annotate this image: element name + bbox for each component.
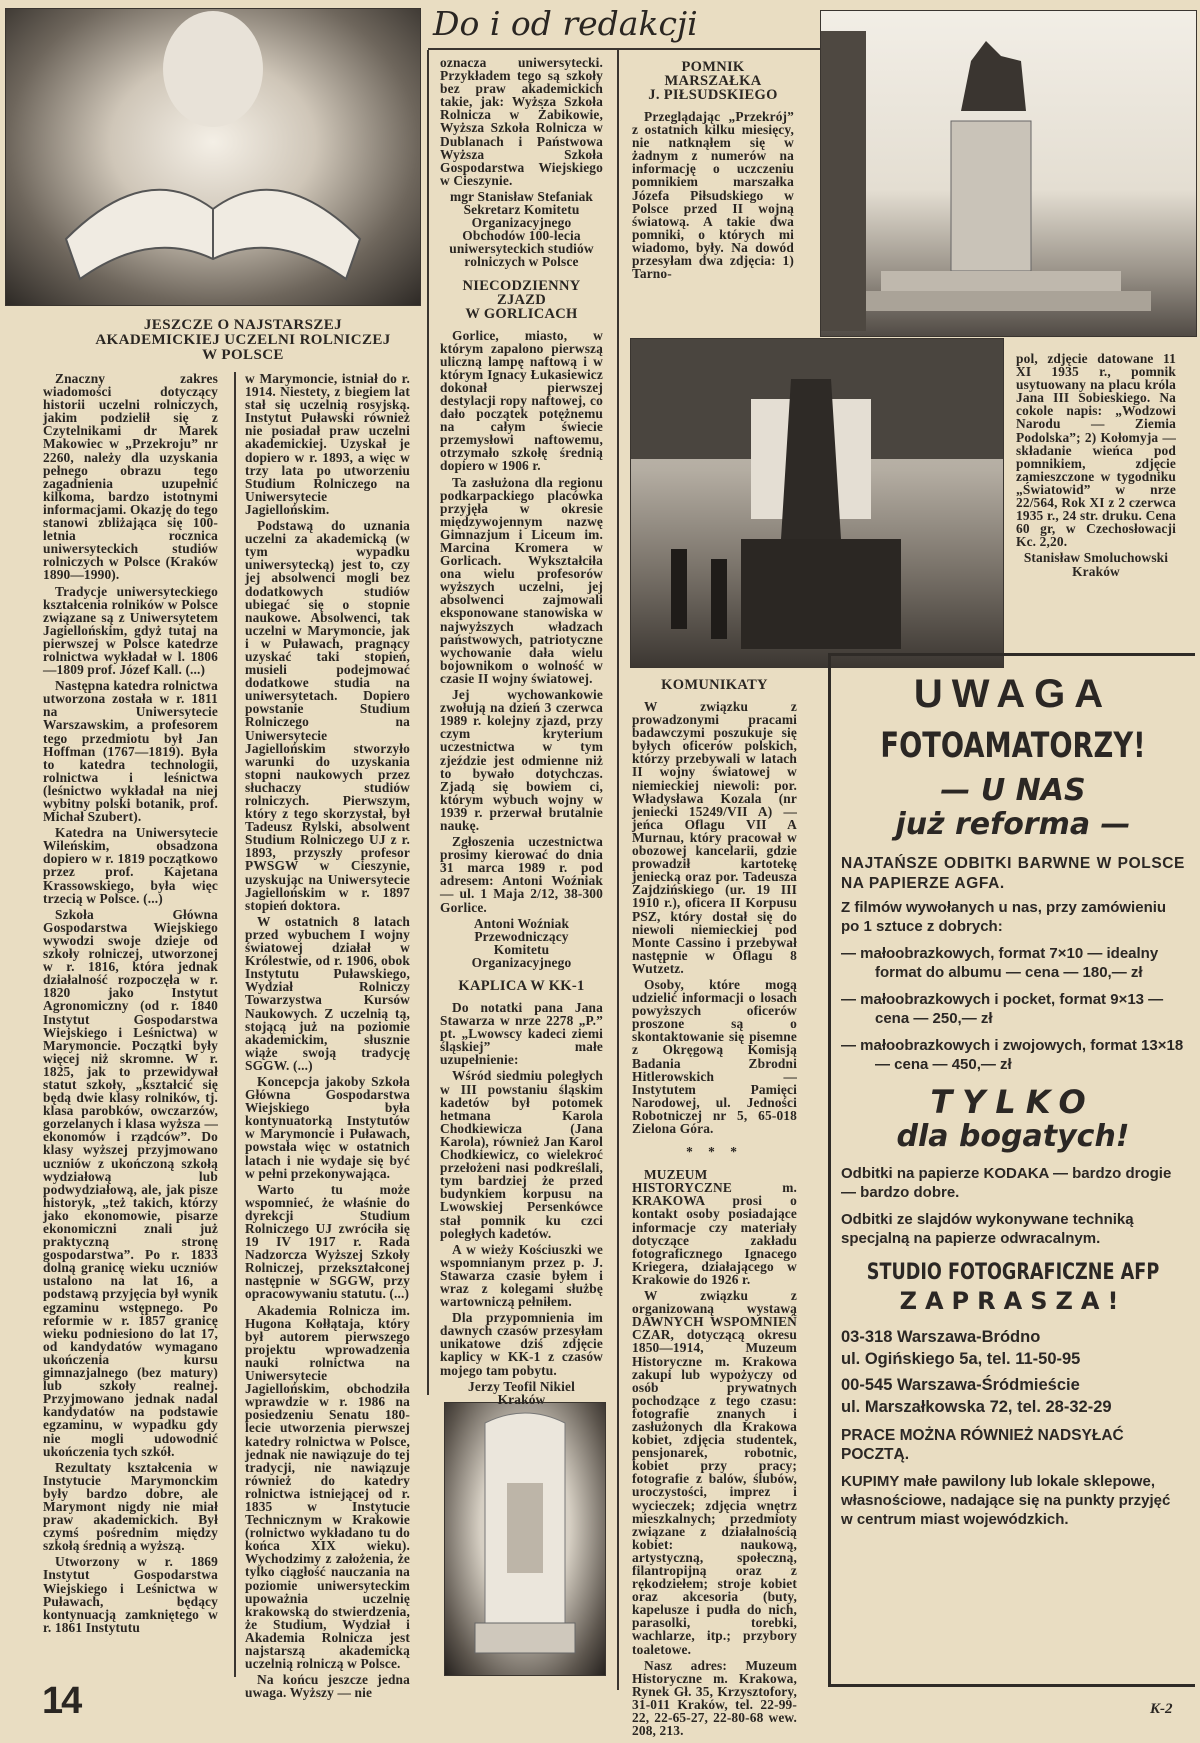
author-signature: Jerzy Teofil Nikiel Kraków — [468, 1378, 575, 1407]
ad-address-line: ul. Ogińskiego 5a, tel. 11-50-95 — [841, 1350, 1081, 1368]
photo-studio-advertisement — [828, 653, 1195, 1687]
letter-pilsudski-continued — [1016, 352, 1176, 642]
paragraph: pol, zdjęcie datowane 11 XI 1935 r., pomnik usytuowany na placu króla Jana III Sobieskiego. Na cokole napis: „Wodzowi Narodu — Ziemia Podolska”; 2) Kołomyja — składanie wieńca pod pomnikiem, zdjęcie zamieszczone w tygodniku „Światowid” w nrze 22/564, Rok XI z 2 czerwca 1935 r., 24 str. druku. Cena 60 gr, w Czechosłowacji Kc. 2,20. — [1016, 351, 1176, 550]
paragraph: A w wieży Kościuszki we wspomnianym przez p. J. Stawarza czasie byłem i wraz z kolegami służbę wartowniczą pełniłem. — [440, 1241, 603, 1310]
paragraph: Jej wychowankowie zwołują na dzień 3 czerwca 1989 r. kolejny zjazd, przy czym kryterium uczestnictwa w tym zjeździe jest odmienne niż to bywało dotychczas. Zjadą się bowiem ci, którym wybuch wojny w 1939 r. przerwał brutalnie naukę. — [440, 687, 603, 833]
masthead-rule — [428, 48, 820, 50]
ad-address-line: 03-318 Warszawa-Bródno — [841, 1328, 1041, 1346]
announcements-column — [632, 670, 797, 1739]
chapel-altar-photo — [444, 1402, 606, 1676]
paragraph: Przeglądając „Przekrój” z ostatnich kilku miesięcy, nie natknąłem się w żadnym z numerów na informację o uczczeniu pomnikiem marszałka Józefa Piłsudskiego w Polsce przed II wojną światową. A takie dwa pomniki, o których mi wiadomo, były. Na dowód przesyłam dwa zdjęcia: 1) Tarno- — [632, 109, 794, 282]
ad-address-brodno — [831, 1326, 1195, 1370]
ad-price-item: — małoobrazkowych i pocket, format 9×13 — cena — 250,— zł — [841, 991, 1164, 1027]
paragraph: Osoby, które mogą udzielić informacji o losach powyższych oficerów proszone są o skontaktowanie się pisemne z Okręgową Komisją Badania Zbrodni Hitlerowskich — Instytutem Pamięci Narodowej, ul. Jedności Robotniczej nr 5, 65-018 Zielona Góra. — [632, 976, 797, 1136]
ad-dla-bogatych: dla bogatych! — [896, 1119, 1130, 1154]
paragraph: Znaczny zakres wiadomości dotyczący historii uczelni rolniczych, jakim podzielił się z Czytelnikami dr Marek Makowiec w „Przekroju” nr 2260, należy dla uzyskania pełnego obrazu tego zagadnienia uzupełnić kilkoma, bardzo istotnymi informacjami. Okazję do tego stanowi zbliżająca się 100-letnia rocznica uniwersyteckich studiów rolniczych w Polsce (Kraków 1890—1990). — [43, 371, 218, 583]
paragraph: Szkoła Główna Gospodarstwa Wiejskiego wywodzi swoje dzieje od szkoły rolniczej, utworzonej w r. 1816, która jednak działalność rozpoczęła w r. 1820 jako Instytut Agronomiczny (od r. 1840 Instytut Gospodarstwa Wiejskiego i Leśnictwa) w Marymoncie. Początki były więcej niż skromne. W r. 1825, jak to przewidywał statut szkoły, „kształcić się będą dwie klasy rolników, tj. klasa parobków, owczarzów, gorzelanych i klasa wyższa — ekonomów i rządców”. Do klasy wyższej przyjmowano uczniów z ukończoną szkołą wydziałową lub podwydziałową, ale, jak pisze historyk, „też takich, którzy jako ekonomowie, pisarze ekonomiczni znali już praktyczną stronę gospodarstwa”. Po r. 1833 dolną granicę wieku uczniów ustalono na lat 16, a podstawą przyjęcia był wynik egzaminu wstępnego. Po reformie w r. 1857 granicę wieku podniesiono do lat 17, od kandydatów wymagano ukończenia kursu gimnazjalnego (bez matury) lub szkoły realnej. Przyjmowano jednak nadal kandydatów na podstawie egzaminu, w wypadku gdy nie mogli udowodnić ukończenia tych szkół. — [43, 906, 218, 1459]
paragraph: Gorlice, miasto, w którym zapalono pierwszą uliczną lampę naftową i w którym Ignacy Łukasiewicz dokonał pierwszej destylacji ropy naftowej, co dało początek potężnemu na całym świecie przemysłowi naftowemu, otrzymało szkołę średnią dopiero w 1906 r. — [440, 327, 603, 474]
paragraph: Nasz adres: Muzeum Historyczne m. Krakowa, Rynek Gł. 35, Krzysztofory, 31-011 Kraków, tel. 22-99-22, 22-65-27, 22-80-68 wew. 208, 213. — [632, 1657, 797, 1739]
paragraph: Dla przypomnienia im dawnych czasów przesyłam unikatowe dziś zdjęcie kaplicy w KK-1 z czasów mojego tam pobytu. — [440, 1310, 603, 1378]
ad-mail-note: PRACE MOŻNA RÓWNIEŻ NADSYŁAĆ POCZTĄ. — [841, 1427, 1124, 1463]
article-heading: POMNIK MARSZAŁKA J. PIŁSUDSKIEGO — [648, 59, 778, 103]
paragraph: Rezultaty kształcenia w Instytucie Marymonckim były bardzo dobre, ale Marymont nigdy nie miał praw akademickich. Był czymś pośrednim między szkołą średnią a wyższą. — [43, 1459, 218, 1554]
author-signature: Antoni Woźniak Przewodniczący Komitetu Organizacyjnego — [471, 915, 572, 970]
ad-agfa-offer: NAJTAŃSZE ODBITKI BARWNE W POLSCE NA PAPIERZE AGFA. — [841, 855, 1185, 892]
altar-illustration — [445, 1403, 605, 1675]
column-divider — [234, 372, 236, 1677]
ad-studio-name: STUDIO FOTOGRAFICZNE AFP — [866, 1260, 1160, 1285]
article-heading: NIECODZIENNY ZJAZD W GORLICACH — [462, 277, 581, 322]
woman-reading-book-photo — [5, 8, 421, 306]
ad-kodak-note: Odbitki na papierze KODAKA — bardzo drogie — bardzo dobre. — [841, 1165, 1172, 1201]
ad-headline-uwaga: UWAGA — [913, 672, 1113, 716]
paragraph: w Marymoncie, istniał do r. 1914. Niestety, z biegiem lat stał się uczelnią rosyjską. Instytut Puławski również nie posiadał praw uczelni akademickiej. Uzyskał je dopiero w r. 1893, a więc w trzy lata po utworzeniu Studium Rolniczego na Uniwersytecie Jagiellońskim. — [245, 371, 410, 517]
paragraph: W związku z prowadzonymi pracami badawczymi poszukuje się byłych oficerów polskich, którzy przebywali w latach II wojny światowej w niemieckiej niewoli: por. Władysława Kozala (nr jeniecki 15249/VII A) — jeńca Oflagu VII A Murnau, który pracował w obozowej kancelarii, gdzie prowadził kartotekę jeniecką oraz por. Tadeusza Zajdzińskiego (ur. 19 III 1910 r.), oficera II Korpusu PSZ, który dostał się do niewoli niemieckiej pod Monte Cassino i przebywał następnie w Oflagu 8 Wutzetz. — [632, 699, 797, 976]
ad-slogan-u-nas: — U NAS — [940, 773, 1086, 808]
paragraph: W związku z organizowaną wystawą DAWNYCH WSPOMNIEŃ CZAR, dotyczącą okresu 1850—1914, Muzeum Historyczne m. Krakowa zakupi lub wypożyczy od osób prywatnych pochodzące z tego czasu: fotografie znanych i zasłużonych dla Krakowa kobiet, zdjęcia studentek, pensjonarek, robotnic, kobiet przy pracy; fotografie z balów, ślubów, uroczystości, imprez i wycieczek; zdjęcia wnętrz mieszkalnych; przedmioty związane z działalnością kobiet: naukową, artystyczną, społeczną, filantropijną oraz z rękodziełem; stroje kobiet oraz akcesoria (buty, kapelusze i pudła do nich, parasolki, torebki, wachlarze, itp.; przybory toaletowe. — [632, 1288, 797, 1657]
section-masthead: Do i od redakcji — [433, 4, 698, 43]
ad-price-item: — małoobrazkowych, format 7×10 — idealny format do albumu — cena — 180,— zł — [841, 945, 1159, 981]
photo-illustration — [6, 9, 420, 305]
ad-buy-note: KUPIMY małe pawilony lub lokale sklepowe, własnościowe, nadające się na punkty przyjęć w centrum miast wojewódzkich. — [841, 1473, 1171, 1528]
ad-slides-note: Odbitki ze slajdów wykonywane techniką specjalną na papierze odwracalnym. — [841, 1211, 1134, 1247]
equestrian-monument-photo — [820, 10, 1197, 337]
paragraph: Warto tu może wspomnieć, że właśnie do dyrekcji Studium Rolniczego UJ zwróciła się 19 IV 1917 r. Rada Nadzorcza Wyższej Szkoły Rolniczej, przekształconej następnie w SGGW, przy opracowywaniu statutu. (...) — [245, 1181, 410, 1302]
ceremony-illustration — [631, 339, 1003, 667]
article-column-2 — [245, 371, 410, 1701]
paragraph: MUZEUM HISTORYCZNE m. KRAKOWA prosi o kontakt osoby posiadające informacje czy materiały dotyczące zakładu fotograficznego Ignacego Kriegera, działającego w Krakowie do 1926 r. — [632, 1167, 797, 1287]
author-signature: Stanisław Smoluchowski Kraków — [1023, 550, 1169, 579]
ad-price-item: — małoobrazkowych i zwojowych, format 13×18 — cena — 450,— zł — [841, 1037, 1184, 1073]
letters-column-3 — [440, 55, 603, 1407]
page-code: K-2 — [1150, 1701, 1173, 1717]
ad-zaprasza: ZAPRASZA! — [899, 1287, 1127, 1315]
paragraph: W ostatnich 8 latach przed wybuchem I wojny światowej działał w Królestwie, od r. 1906, obok Instytutu Puławskiego, Wydział Rolniczy Towarzystwa Kursów Naukowych. Z uczelnią tą, stojącą już na poziomie akademickim, słusznie wiąże swoją tradycję SGGW. (...) — [245, 913, 410, 1073]
ad-headline-fotoamatorzy: FOTOAMATORZY! — [880, 726, 1146, 766]
paragraph: Następna katedra rolnictwa utworzona została w r. 1811 na Uniwersytecie Warszawskim, a profesorem tego przedmiotu był Jan Hoffman (1767—1819). Była to katedra technologii, rolnictwa i leśnictwa (leśnictwo wykładał na niej wybitny polski botanik, prof. Michał Szubert). — [43, 678, 218, 825]
column-divider — [617, 50, 619, 1690]
paragraph: Utworzony w r. 1869 Instytut Gospodarstwa Wiejskiego i Leśnictwa w Puławach, będący kontynuacją zamkniętego w r. 1861 Instytutu — [43, 1554, 218, 1635]
paragraph: Tradycje uniwersyteckiego kształcenia rolników w Polsce związane są z Uniwersytetem Jagiellońskim, gdyż tutaj na pierwszej w Polsce katedrze rolnictwa wykładał w l. 1806—1809 prof. Józef Kall. (...) — [43, 583, 218, 678]
paragraph: Ta zasłużona dla regionu podkarpackiego placówka przyjęła w okresie międzywojennym nazwę Gimnazjum i Liceum im. Marcina Kromera w Gorlicach. Wykształciła ona wielu profesorów wyższych uczelni, jej absolwenci zajmowali eksponowane stanowiska w najwyższych władzach państwowych, patriotyczne wychowanie dała wielu bojownikom o wolność w czasie II wojny światowej. — [440, 474, 603, 686]
paragraph: Katedra na Uniwersytecie Wileńskim, obsadzona dopiero w r. 1819 początkowo przez prof. Kajetana Krassowskiego, była więc trzecią w Polsce. (...) — [43, 825, 218, 906]
page-number: 14 — [42, 1680, 81, 1722]
article-headline: JESZCZE O NAJSTARSZEJ AKADEMICKIEJ UCZELNI ROLNICZEJ W POLSCE — [95, 317, 391, 363]
column-divider — [427, 50, 429, 1395]
article-heading: KAPLICA W KK-1 — [458, 978, 585, 994]
paragraph: Do notatki pana Jana Stawarza w nrze 2278 „P.” pt. „Lwowscy kadeci ziemi śląskiej” małe uzupełnienie: — [440, 1000, 603, 1068]
paragraph: Akademia Rolnicza im. Hugona Kołłątaja, który był autorem pierwszego projektu wprowadzenia nauki rolnictwa na Uniwersytecie Jagiellońskim, obchodziła wprawdzie w r. 1986 na posiedzeniu Senatu 180-lecie utworzenia pierwszej katedry rolnictwa w Polsce, jednak nie nawiązuje do tej tradycji, nie nawiązuje również do katedry rolnictwa istniejącej od r. 1835 w Instytucie Technicznym w Krakowie (rolnictwo wykładano tu do końca XIX wieku). Wychodzimy z założenia, że tylko ciągłość nauczania na poziomie uniwersyteckim upoważnia uczelnię krakowską do stwierdzenia, że Studium, Wydział i Akademia Rolnicza jest najstarszą akademicką uczelnią rolniczą w Polsce. — [245, 1302, 410, 1672]
ad-intro: Z filmów wywołanych u nas, przy zamówieniu po 1 sztuce z dobrych: — [841, 899, 1167, 935]
paragraph: Wśród siedmiu poległych w III powstaniu śląskim kadetów był potomek hetmana Karola Chodkiewicza (Jana Karola), również Jan Karol Chodkiewicz, co wielekroć przełożeni nasi podkreślali, tym bardziej że przed budynkiem korpusu na Lwowskiej Persenkówce stał pomnik ku czci poległych kadetów. — [440, 1068, 603, 1241]
section-separator: * * * — [686, 1144, 743, 1160]
monument-wreath-ceremony-photo — [630, 338, 1004, 668]
article-column-1 — [43, 372, 218, 1664]
author-signature: mgr Stanisław Stefaniak Sekretarz Komitetu Organizacyjnego Obchodów 100-lecia uniwersyteckich studiów rolniczych w Polsce — [449, 188, 594, 270]
ad-slogan-reforma: już reforma — — [895, 807, 1131, 842]
ad-tylko: TYLKO — [930, 1083, 1096, 1121]
paragraph: Koncepcja jakoby Szkoła Główna Gospodarstwa Wiejskiego była kontynuatorką Instytutów w Marymoncie i Puławach, powstała więc w ostatnich latach i nie wydaje się być w pełni przekonywająca. — [245, 1073, 410, 1181]
ad-address-srodmiescie — [831, 1374, 1195, 1418]
monument-illustration — [821, 11, 1196, 336]
paragraph: Zgłoszenia uczestnictwa prosimy kierować do dnia 31 marca 1989 r. pod adresem: Antoni Woźniak — ul. 1 Maja 2/12, 38-300 Gorlice. — [440, 834, 603, 915]
paragraph: Na końcu jeszcze jedna uwaga. Wyższy — nie — [245, 1672, 410, 1701]
paragraph: Podstawą do uznania uczelni za akademicką (w tym wypadku uniwersytecką) jest to, czy jej absolwenci mogli bez dodatkowych studiów ubiegać się o stopnie naukowe. Absolwenci, tak uczelni w Marymoncie, jak i w Puławach, pragnący uzyskać taki stopień, musieli podejmować dodatkowe studia na uniwersytetach. Dopiero powstanie Studium Rolniczego na Uniwersytecie Jagiellońskim stworzyło warunki do uzyskania stopni naukowych przez słuchaczy studiów rolniczych. Pierwszym, który z tego skorzystał, był Tadeusz Rylski, absolwent Studium Rolniczego UJ z r. 1893, przyszły profesor PWSGW w Cieszynie, uzyskując na Uniwersytecie Jagiellońskim w r. 1897 stopień doktora. — [245, 518, 410, 913]
ad-address-line: 00-545 Warszawa-Śródmieście — [841, 1376, 1080, 1394]
ad-address-line: ul. Marszałkowska 72, tel. 28-32-29 — [841, 1398, 1112, 1416]
paragraph: oznacza uniwersytecki. Przykładem tego są szkoły bez praw akademickich takie, jak: Wyższa Szkoła Rolnicza w Żabikowie, Wyższa Szkoła Rolnicza w Dublanach i Państwowa Wyższa Szkoła Gospodarstwa Wiejskiego w Cieszynie. — [440, 55, 603, 188]
article-heading: KOMUNIKATY — [661, 677, 768, 693]
letter-pilsudski-monument — [632, 52, 794, 336]
